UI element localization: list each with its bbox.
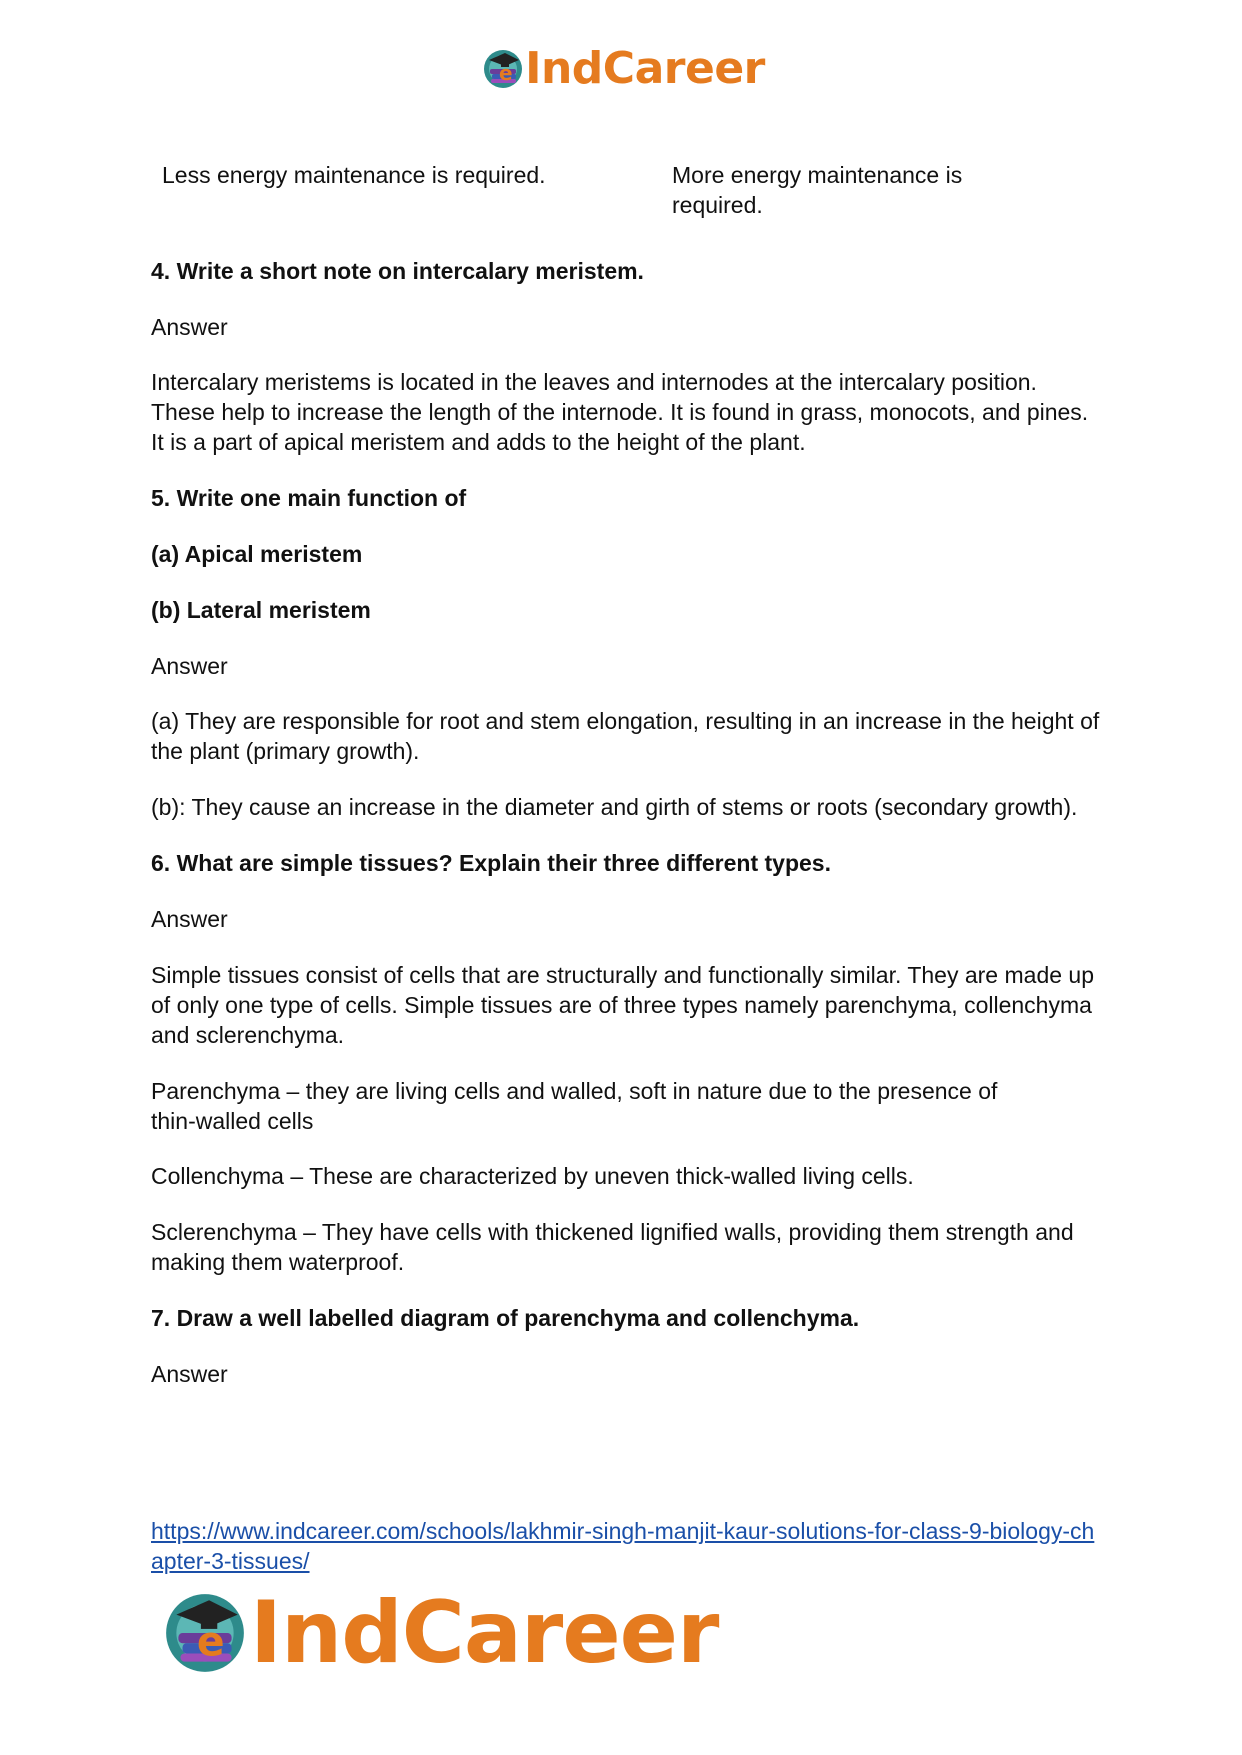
source-link[interactable]	[151, 1516, 1101, 1576]
question-5-part-a: (a) Apical meristem	[151, 541, 363, 567]
answer-5a: (a) They are responsible for root and stem elongation, resulting in an increase in the height of the plant (primary growth).	[151, 708, 1100, 764]
source-link-line2[interactable]: apter-3-tissues/	[151, 1548, 310, 1574]
header-logo	[0, 40, 1242, 98]
brand-name: IndCareer	[525, 43, 765, 94]
brand-name-footer: IndCareer	[250, 1583, 719, 1683]
answer-6-sclerenchyma: Sclerenchyma – They have cells with thickened lignified walls, providing them strength and making them waterproof.	[151, 1219, 1074, 1275]
answer-6-parenchyma: Parenchyma – they are living cells and walled, soft in nature due to the presence of thin-walled cells	[151, 1078, 998, 1134]
answer-6-collenchyma: Collenchyma – These are characterized by uneven thick-walled living cells.	[151, 1163, 914, 1189]
question-4: 4. Write a short note on intercalary meristem.	[151, 258, 644, 284]
question-7: 7. Draw a well labelled diagram of parenchyma and collenchyma.	[151, 1305, 860, 1331]
answer-label-5: Answer	[151, 653, 228, 679]
answer-4: Intercalary meristems is located in the leaves and internodes at the intercalary position. These help to increase the length of the internode. It is found in grass, monocots, and pines. It is a part of apical meristem and adds to the height of the plant.	[151, 369, 1089, 455]
answer-5b: (b): They cause an increase in the diameter and girth of stems or roots (secondary growth).	[151, 794, 1078, 820]
svg-text:e: e	[499, 61, 513, 85]
graduation-books-icon	[481, 47, 525, 91]
answer-label-6: Answer	[151, 906, 228, 932]
question-5-part-b: (b) Lateral meristem	[151, 597, 371, 623]
table-cell-right: More energy maintenance is required.	[672, 162, 963, 218]
question-6: 6. What are simple tissues? Explain their three different types.	[151, 850, 831, 876]
graduation-books-icon	[160, 1588, 250, 1678]
table-cell-left: Less energy maintenance is required.	[162, 162, 546, 188]
answer-label-4: Answer	[151, 314, 228, 340]
svg-text:e: e	[196, 1617, 225, 1666]
answer-6-intro: Simple tissues consist of cells that are structurally and functionally similar. They are made up of only one type of cells. Simple tissues are of three types namely parenchyma, collenchyma and sclerenchyma.	[151, 962, 1094, 1048]
footer-logo	[160, 1585, 718, 1681]
source-link-line1[interactable]: https://www.indcareer.com/schools/lakhmir-singh-manjit-kaur-solutions-for-class-9-biology-ch	[151, 1518, 1095, 1544]
question-5: 5. Write one main function of	[151, 485, 467, 511]
answer-label-7: Answer	[151, 1361, 228, 1387]
